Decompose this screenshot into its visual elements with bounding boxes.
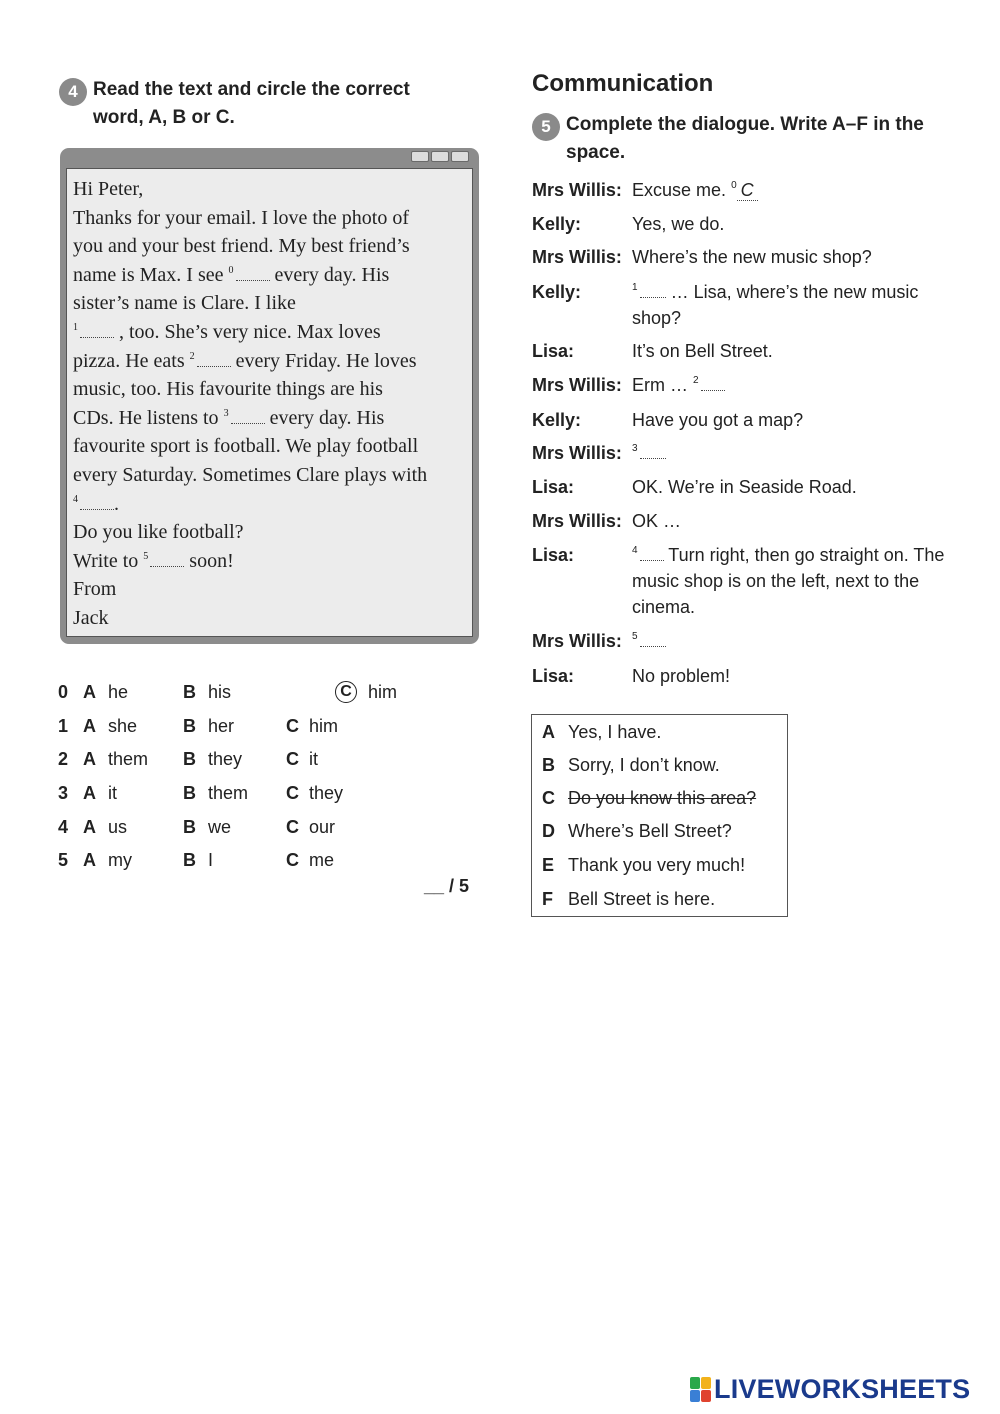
dialogue-gap-2[interactable]: [701, 379, 725, 391]
option-b[interactable]: B: [183, 682, 196, 702]
email-greeting: Hi Peter,: [73, 178, 144, 200]
dialogue-gap-3[interactable]: [640, 447, 666, 459]
answer-option: E Thank you very much!: [542, 855, 746, 875]
score-4: __ / 5: [424, 876, 470, 896]
exercise-4-title: [93, 76, 410, 132]
answer-option: B Sorry, I don’t know.: [542, 755, 720, 775]
option-a[interactable]: A: [83, 682, 96, 702]
email-line: Write to $^5$ soon!: [73, 549, 234, 572]
gap-1[interactable]: [80, 326, 114, 338]
maximize-icon: [431, 151, 449, 162]
close-icon: [451, 151, 469, 162]
email-line: pizza. He eats $^2$ every Friday. He loves: [73, 349, 417, 372]
exercise-5-title: [566, 111, 924, 167]
dialogue-gap-5[interactable]: [640, 635, 666, 647]
answer-option: F Bell Street is here.: [542, 889, 716, 909]
email-line: Do you like football?: [73, 521, 244, 544]
email-line: Thanks for your email. I love the photo of: [73, 206, 410, 229]
option-a[interactable]: A: [83, 749, 96, 769]
answer-option: A Yes, I have.: [542, 722, 662, 742]
email-line: sister’s name is Clare. I like: [73, 292, 296, 315]
email-body: [66, 168, 473, 637]
option-c[interactable]: C: [286, 749, 299, 769]
gap-0: [236, 269, 270, 281]
gap-2[interactable]: [197, 355, 231, 367]
window-controls: [411, 151, 469, 162]
option-c[interactable]: C: [286, 817, 299, 837]
exercise-4-title-line1: Read the text and circle the correct: [93, 79, 410, 100]
minimize-icon: [411, 151, 429, 162]
email-window: [60, 148, 479, 644]
option-a[interactable]: A: [83, 783, 96, 803]
dialogue-gap-1[interactable]: [640, 286, 666, 298]
option-a[interactable]: A: [83, 850, 96, 870]
option-b[interactable]: B: [183, 716, 196, 736]
gap-5[interactable]: [150, 555, 184, 567]
option-c[interactable]: C: [286, 716, 299, 736]
email-line: name is Max. I see $^0$ every day. His: [73, 263, 390, 286]
exercise-4-title-line2: word, A, B or C.: [93, 107, 235, 128]
example-answer: C: [737, 180, 758, 201]
section-heading: Communication: [532, 70, 714, 97]
option-c-circled[interactable]: C: [335, 681, 357, 703]
option-a[interactable]: A: [83, 817, 96, 837]
answer-option-used: C Do you know this area?: [542, 788, 757, 808]
email-line: $^1$ , too. She’s very nice. Max loves: [73, 320, 381, 343]
option-c[interactable]: C: [286, 850, 299, 870]
email-line: music, too. His favourite things are his: [73, 378, 383, 401]
liveworksheets-icon: [690, 1377, 711, 1402]
answer-options-box: [531, 714, 788, 917]
email-line: CDs. He listens to $^3$ every day. His: [73, 406, 385, 429]
email-line: favourite sport is football. We play football: [73, 435, 419, 458]
option-b[interactable]: B: [183, 817, 196, 837]
email-line: every Saturday. Sometimes Clare plays with: [73, 463, 428, 486]
exercise-5-title-line1: Complete the dialogue. Write A–F in the: [566, 114, 924, 135]
option-b[interactable]: B: [183, 783, 196, 803]
exercise-number-badge: 5: [532, 113, 560, 141]
option-a[interactable]: A: [83, 716, 96, 736]
exercise-number-badge: 4: [59, 78, 87, 106]
logo-text: LIVEWORKSHEETS: [714, 1374, 971, 1404]
liveworksheets-logo: [690, 1374, 970, 1405]
dialogue-gap-4[interactable]: [640, 549, 664, 561]
option-b[interactable]: B: [183, 749, 196, 769]
email-line: you and your best friend. My best friend’s: [73, 235, 410, 258]
email-line: $^4$ .: [73, 492, 119, 515]
gap-4[interactable]: [80, 498, 114, 510]
exercise-5-title-line2: space.: [566, 142, 626, 163]
gap-3[interactable]: [231, 412, 265, 424]
option-c[interactable]: C: [286, 783, 299, 803]
email-line: From: [73, 578, 117, 601]
option-b[interactable]: B: [183, 850, 196, 870]
answer-option: D Where’s Bell Street?: [542, 821, 732, 841]
email-signature: Jack: [73, 606, 109, 629]
